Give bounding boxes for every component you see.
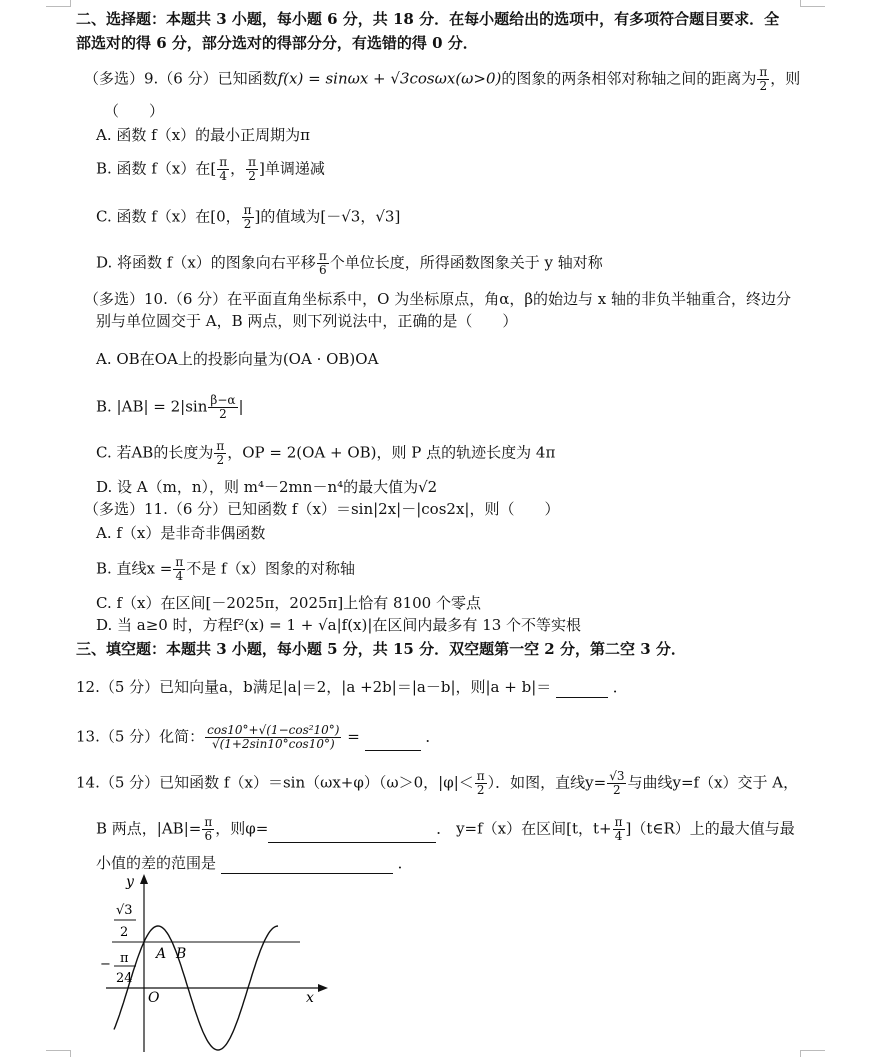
q13-stem: 13.（5 分）化简： $\frac{\text{cos10°+√(1−cos²10°)}}{√(1+2\sin 10^\circ\cos 10^\circ)}$ = ． <box>76 723 441 751</box>
corner-mark-top-left <box>46 0 71 7</box>
x-axis-label: x <box>306 990 314 1006</box>
origin-label: O <box>148 990 160 1006</box>
q11-option-c: C. f（x）在区间[－2025π，2025π]上恰有 8100 个零点 <box>96 594 481 612</box>
q14-answer-blank-1[interactable] <box>268 826 436 843</box>
q14-figure <box>96 872 336 1054</box>
q14-line1: 14.（5 分）已知函数 f（x）＝sin（ωx+φ）（ω＞0，|φ|＜ $\frac{\pi}{2}$ ）．如图，直线y= $\frac{√3}{2}$ 与曲线y=f（x）交于 A， <box>76 769 799 797</box>
q9-fraction-pi-2: $\frac{\pi}{2}$ <box>759 65 768 93</box>
q9-formula: f(x) = sinωx + √3cosωx(ω>0) <box>277 69 502 88</box>
q12-answer-blank[interactable] <box>556 681 608 698</box>
q9-stem <box>84 66 800 93</box>
q13-expression: $\frac{\text{cos10°+√(1−cos²10°)}}{√(1+2\sin 10^\circ\cos 10^\circ)}$ <box>207 723 340 751</box>
x-axis-arrow-icon <box>318 984 328 992</box>
q10-stem-line1: （多选）10.（6 分）在平面直角坐标系中，O 为坐标原点，角α，β的始边与 x 轴的非负半轴重合，终边分 <box>84 290 792 308</box>
q9-option-d: D. 将函数 f（x）的图象向右平移 $\frac{\pi}{6}$ 个单位长度，所得函数图象关于 y 轴对称 <box>96 249 603 277</box>
q11-stem: （多选）11.（6 分）已知函数 f（x）＝sin|2x|－|cos2x|，则（ ） <box>84 500 560 518</box>
q10-option-b: B. |AB| = 2|sin $\frac{\beta-\alpha}{2}$ | <box>96 393 244 421</box>
y-axis-arrow-icon <box>140 874 148 884</box>
q14-line2: B 两点，|AB|= $\frac{\pi}{6}$ ，则φ= ． y=f（x）在区间[t，t+ $\frac{\pi}{4}$ ]（t∈R）上的最大值与最 <box>96 815 795 843</box>
point-b-label: B <box>176 946 187 962</box>
q10-option-c: C. 若AB的长度为 $\frac{\pi}{2}$ ，OP = 2(OA + OB)，则 P 点的轨迹长度为 4π <box>96 439 556 467</box>
q9-stem-a: （多选）9.（6 分）已知函数 <box>84 69 278 88</box>
q9-stem-b: 的图象的两条相邻对称轴之间的距离为 <box>501 69 757 88</box>
tick-label-pi: π <box>120 951 129 966</box>
q14-line3: 小值的差的范围是 ． <box>96 854 413 872</box>
section2-line2: 部选对的得 6 分，部分选对的得部分分，有选错的得 0 分． <box>76 34 478 52</box>
q10-option-a: A. OB在OA上的投影向量为(OA · OB)OA <box>96 350 379 368</box>
section2-line1: 二、选择题：本题共 3 小题，每小题 6 分，共 18 分．在每小题给出的选项中，有多项符合题目要求．全 <box>76 10 780 28</box>
q11-option-a: A. f（x）是非奇非偶函数 <box>96 524 266 542</box>
tick-label-sqrt3: √3 <box>116 903 133 918</box>
q9-option-b: B. 函数 f（x）在[ $\frac{\pi}{4}$ ， $\frac{\pi}{2}$ ]单调递减 <box>96 155 325 183</box>
q9-option-c: C. 函数 f（x）在[0， $\frac{\pi}{2}$ ]的值域为[－√3，√3] <box>96 203 401 231</box>
q11-option-d: D. 当 a≥0 时，方程f²(x) = 1 + √a|f(x)|在区间内最多有 13 个不等实根 <box>96 616 582 634</box>
q11-option-b: B. 直线x = $\frac{\pi}{4}$ 不是 f（x）图象的对称轴 <box>96 555 356 583</box>
tick-label-2: 2 <box>120 925 129 940</box>
y-axis-label: y <box>126 874 134 890</box>
section3-header: 三、填空题：本题共 3 小题，每小题 5 分，共 15 分．双空题第一空 2 分，第二空 3 分． <box>76 640 686 658</box>
corner-mark-top-right <box>800 0 825 7</box>
q9-paren: （ ） <box>104 102 165 120</box>
tick-label-minus: − <box>100 957 111 972</box>
q10-stem-line2: 别与单位圆交于 A，B 两点，则下列说法中，正确的是（ ） <box>96 312 518 330</box>
q10-option-d: D. 设 A（m，n），则 m⁴－2mn－n⁴的最大值为√2 <box>96 478 438 496</box>
point-a-label: A <box>156 946 167 962</box>
q9-option-a: A. 函数 f（x）的最小正周期为π <box>96 126 311 144</box>
tick-label-24: 24 <box>116 971 133 986</box>
q9-stem-c: ，则 <box>770 69 801 88</box>
q13-answer-blank[interactable] <box>365 734 421 751</box>
q12-stem: 12.（5 分）已知向量a，b满足|a|＝2，|a +2b|＝|a－b|，则|a + b|＝ ． <box>76 678 628 696</box>
